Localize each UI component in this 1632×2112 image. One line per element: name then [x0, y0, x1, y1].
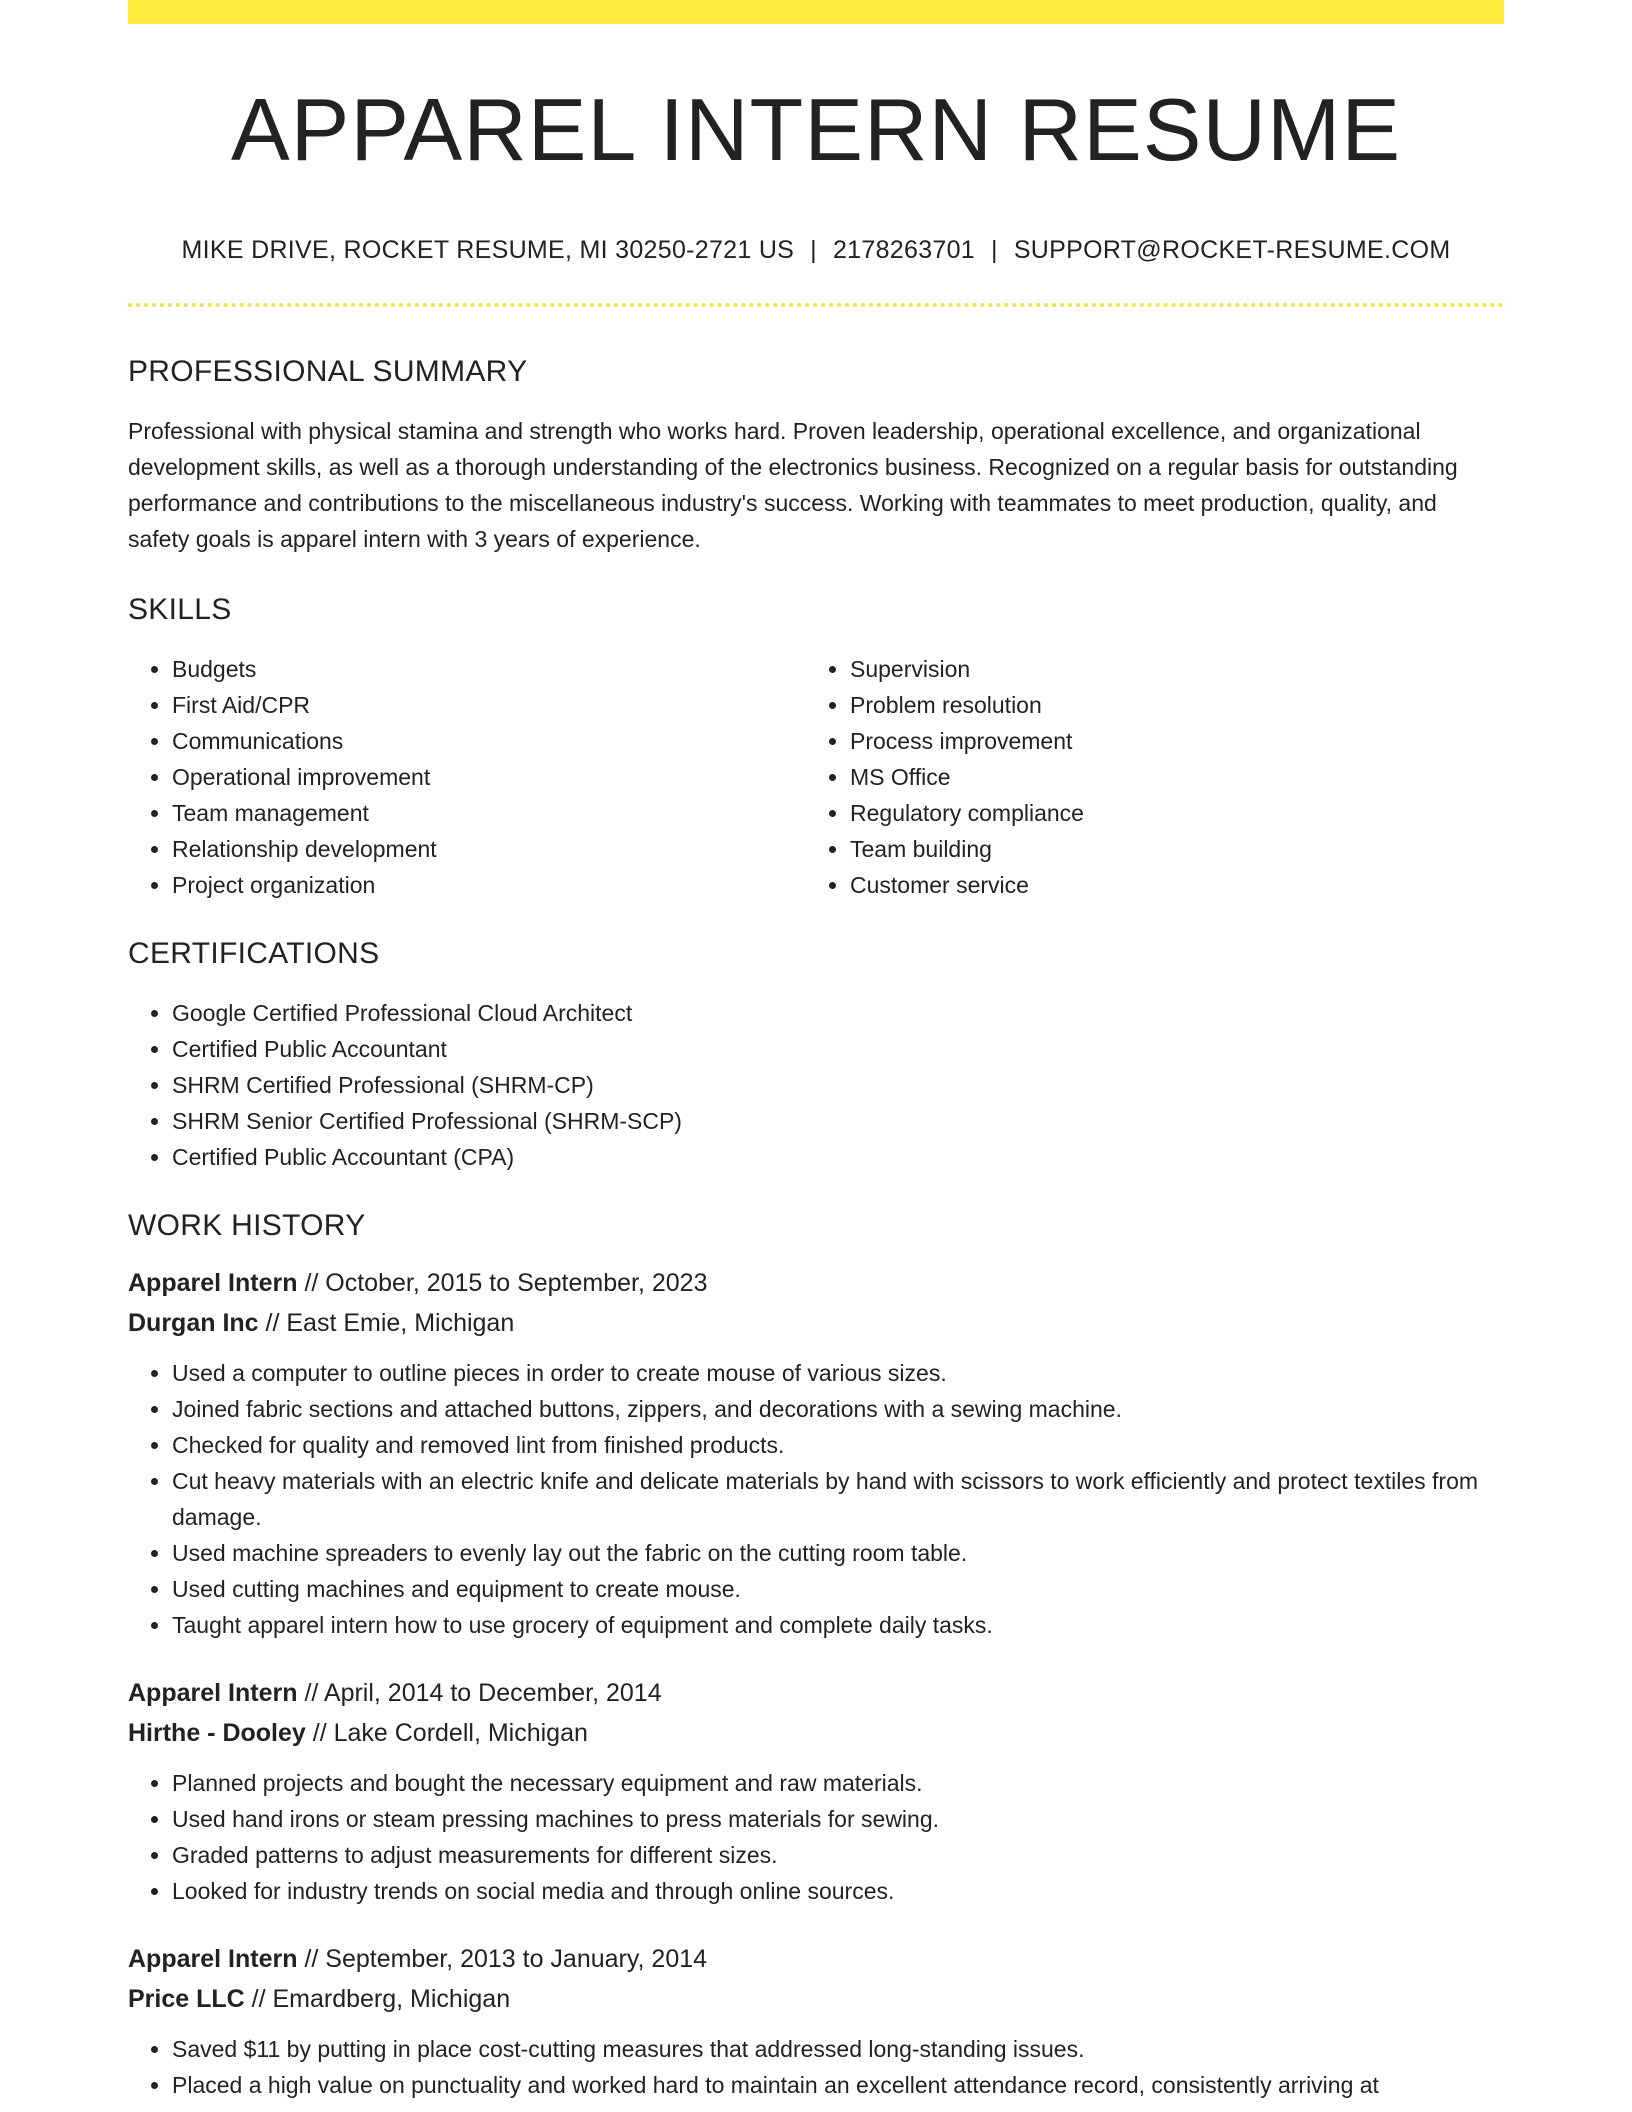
- contact-separator: |: [991, 236, 998, 264]
- job-title: Apparel Intern: [128, 1269, 298, 1297]
- skill-item: • Team building: [850, 831, 1484, 867]
- section-title-work-history: WORK HISTORY: [128, 1209, 366, 1242]
- skill-item: • Relationship development: [172, 831, 806, 867]
- skill-item: • Project organization: [172, 867, 806, 903]
- summary-text: Professional with physical stamina and strength who works hard. Proven leadership, operational excellence, and organizational development skills, as well as a thorough understanding of the electronics business. Recognized on a regular basis for outstanding performance and contributions to the miscellaneous industry's success. Working with teammates to meet production, quality, and safety goals is apparel intern with 3 years of experience.: [128, 418, 1458, 552]
- job-bullet: • Taught apparel intern how to use grocery of equipment and complete daily tasks.: [172, 1607, 1504, 1643]
- skills-columns: [128, 651, 1504, 903]
- job-bullet: • Looked for industry trends on social media and through online sources.: [172, 1873, 1504, 1909]
- job-company-line: [128, 1303, 1504, 1343]
- contact-separator: |: [810, 236, 817, 264]
- certification-item: • SHRM Certified Professional (SHRM-CP): [172, 1067, 1504, 1103]
- job-company-line: [128, 1979, 1504, 2019]
- job-bullet: • Saved $11 by putting in place cost-cutting measures that addressed long-standing issues.: [172, 2031, 1504, 2067]
- job-entry: [128, 1263, 1504, 1643]
- job-title-line: [128, 1939, 1504, 1979]
- skill-item: • Customer service: [850, 867, 1484, 903]
- job-dates: // October, 2015 to September, 2023: [304, 1269, 708, 1297]
- job-bullet: • Graded patterns to adjust measurements for different sizes.: [172, 1837, 1504, 1873]
- job-bullets: [128, 1765, 1504, 1909]
- job-title: Apparel Intern: [128, 1945, 298, 1973]
- job-bullet: • Joined fabric sections and attached buttons, zippers, and decorations with a sewing machine.: [172, 1391, 1504, 1427]
- job-company: Price LLC: [128, 1985, 245, 2013]
- job-dates: // April, 2014 to December, 2014: [304, 1679, 662, 1707]
- certification-item: • Certified Public Accountant: [172, 1031, 1504, 1067]
- certifications-list: [128, 995, 1504, 1175]
- job-company: Hirthe - Dooley: [128, 1719, 306, 1747]
- job-title: Apparel Intern: [128, 1679, 298, 1707]
- job-bullet: • Used machine spreaders to evenly lay out the fabric on the cutting room table.: [172, 1535, 1504, 1571]
- skills-list-right: [806, 651, 1484, 903]
- job-bullet: • Placed a high value on punctuality and worked hard to maintain an excellent attendance record, consistently arriving at: [172, 2067, 1504, 2103]
- job-company-line: [128, 1713, 1504, 1753]
- job-company: Durgan Inc: [128, 1309, 259, 1337]
- contact-phone: 2178263701: [832, 236, 976, 264]
- resume-title: APPAREL INTERN RESUME: [230, 80, 1402, 179]
- skill-item: • Budgets: [172, 651, 806, 687]
- skills-list-left: [128, 651, 806, 903]
- certification-item: • Google Certified Professional Cloud Architect: [172, 995, 1504, 1031]
- job-location: // Lake Cordell, Michigan: [312, 1719, 588, 1747]
- contact-email: SUPPORT@ROCKET-RESUME.COM: [1013, 236, 1451, 264]
- skill-item: • Regulatory compliance: [850, 795, 1484, 831]
- skill-item: • First Aid/CPR: [172, 687, 806, 723]
- skill-item: • MS Office: [850, 759, 1484, 795]
- certification-item: • Certified Public Accountant (CPA): [172, 1139, 1504, 1175]
- section-title-summary: PROFESSIONAL SUMMARY: [128, 355, 528, 388]
- job-bullet: • Cut heavy materials with an electric knife and delicate materials by hand with scissors to work efficiently and protect textiles from damage.: [172, 1463, 1504, 1535]
- job-bullet: • Checked for quality and removed lint from finished products.: [172, 1427, 1504, 1463]
- contact-line: [128, 238, 1504, 263]
- job-title-line: [128, 1263, 1504, 1303]
- skill-item: • Supervision: [850, 651, 1484, 687]
- job-bullets: [128, 2031, 1504, 2103]
- skill-item: • Process improvement: [850, 723, 1484, 759]
- resume-page: [128, 0, 1504, 2103]
- skill-item: • Operational improvement: [172, 759, 806, 795]
- job-entry: [128, 1939, 1504, 2103]
- job-location: // Emardberg, Michigan: [251, 1985, 511, 2013]
- job-bullet: • Used hand irons or steam pressing machines to press materials for sewing.: [172, 1801, 1504, 1837]
- top-accent-bar: [128, 0, 1504, 24]
- job-location: // East Emie, Michigan: [265, 1309, 515, 1337]
- skill-item: • Team management: [172, 795, 806, 831]
- skill-item: • Problem resolution: [850, 687, 1484, 723]
- section-title-certifications: CERTIFICATIONS: [128, 937, 380, 970]
- section-title-skills: SKILLS: [128, 593, 232, 626]
- dotted-divider: [128, 303, 1504, 307]
- job-bullets: [128, 1355, 1504, 1643]
- job-bullet: • Planned projects and bought the necessary equipment and raw materials.: [172, 1765, 1504, 1801]
- job-dates: // September, 2013 to January, 2014: [304, 1945, 708, 1973]
- job-bullet: • Used a computer to outline pieces in order to create mouse of various sizes.: [172, 1355, 1504, 1391]
- skill-item: • Communications: [172, 723, 806, 759]
- job-entry: [128, 1673, 1504, 1909]
- job-bullet: • Used cutting machines and equipment to create mouse.: [172, 1571, 1504, 1607]
- job-title-line: [128, 1673, 1504, 1713]
- certification-item: • SHRM Senior Certified Professional (SHRM-SCP): [172, 1103, 1504, 1139]
- contact-address: MIKE DRIVE, ROCKET RESUME, MI 30250-2721 US: [181, 236, 795, 264]
